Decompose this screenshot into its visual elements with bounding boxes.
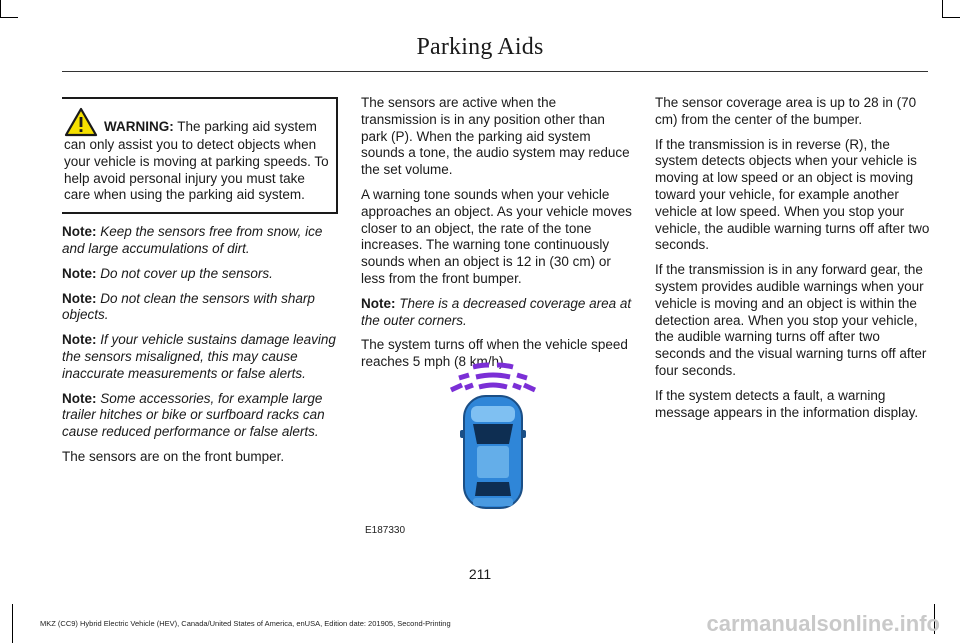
column-2 xyxy=(361,95,633,379)
car-sensor-illustration xyxy=(361,358,633,538)
note: Note: There is a decreased coverage area at the outer corners. xyxy=(361,295,632,328)
header-rule xyxy=(62,71,928,72)
note: Note: Do not clean the sensors with sharp objects. xyxy=(62,290,315,323)
note: Note: Do not cover up the sensors. xyxy=(62,265,273,281)
warning-text: The parking aid system can only assist you to detect objects when your vehicle is moving at parking speeds. To help avoid personal injury you must take care when using the parking aid system. xyxy=(64,119,329,203)
column-1 xyxy=(62,95,338,474)
body-paragraph: The sensor coverage area is up to 28 in (70 cm) from the center of the bumper. xyxy=(655,95,917,127)
note: Note: Keep the sensors free from snow, ice and large accumulations of dirt. xyxy=(62,224,323,256)
warning-triangle-icon xyxy=(64,107,98,137)
crop-mark xyxy=(0,17,18,18)
sensor-waves xyxy=(451,365,535,390)
page-number: 211 xyxy=(468,566,492,582)
column-3 xyxy=(655,95,930,429)
warning-box xyxy=(62,97,338,214)
figure-id: E187330 xyxy=(365,525,406,536)
body-paragraph: A warning tone sounds when your vehicle approaches an object. As your vehicle moves closer to an object, the rate of the tone increases. The warning tone continuously sounds when an object is 12 in (30 cm) or less from the front bumper. xyxy=(361,186,632,286)
note: Note: If your vehicle sustains damage leaving the sensors misaligned, this may cause inaccurate measurements or false alerts. xyxy=(62,332,336,381)
body-paragraph: If the system detects a fault, a warning message appears in the information display. xyxy=(655,387,919,420)
footer-text: MKZ (CC9) Hybrid Electric Vehicle (HEV), Canada/United States of America, enUSA, Edition date: 201905, Second-Printing xyxy=(40,619,451,628)
watermark: carmanualsonline.info xyxy=(706,611,940,636)
page-title: Parking Aids xyxy=(416,34,544,60)
body-paragraph: The system turns off when the vehicle speed reaches 5 mph (8 km/h). xyxy=(361,337,628,370)
body-paragraph: The sensors are active when the transmission is in any position other than park (P). When the parking aid system sounds a tone, the audio system may reduce the set volume. xyxy=(361,95,630,178)
body-paragraph: If the transmission is in reverse (R), the system detects objects when your vehicle is moving at low speed or an object is moving toward your vehicle, for example another vehicle at low speed. When you stop your vehicle, the audible warning turns off after two seconds. xyxy=(655,136,930,253)
body-paragraph: The sensors are on the front bumper. xyxy=(62,448,285,464)
crop-mark xyxy=(0,0,1,18)
crop-mark xyxy=(942,17,960,18)
parking-sensor-figure xyxy=(361,358,633,538)
warning-label: WARNING: xyxy=(104,119,174,134)
body-paragraph: If the transmission is in any forward gear, the system provides audible warnings when your vehicle is moving and an object is within the detection area. When you stop your vehicle, the audible warning turns off after two seconds and the visual warning turns off after four seconds. xyxy=(655,262,927,378)
note: Note: Some accessories, for example large trailer hitches or bike or surfboard racks can cause reduced performance or false alerts. xyxy=(62,390,325,440)
crop-mark xyxy=(942,0,943,18)
car-top-view xyxy=(460,396,526,508)
crop-mark xyxy=(12,604,13,643)
